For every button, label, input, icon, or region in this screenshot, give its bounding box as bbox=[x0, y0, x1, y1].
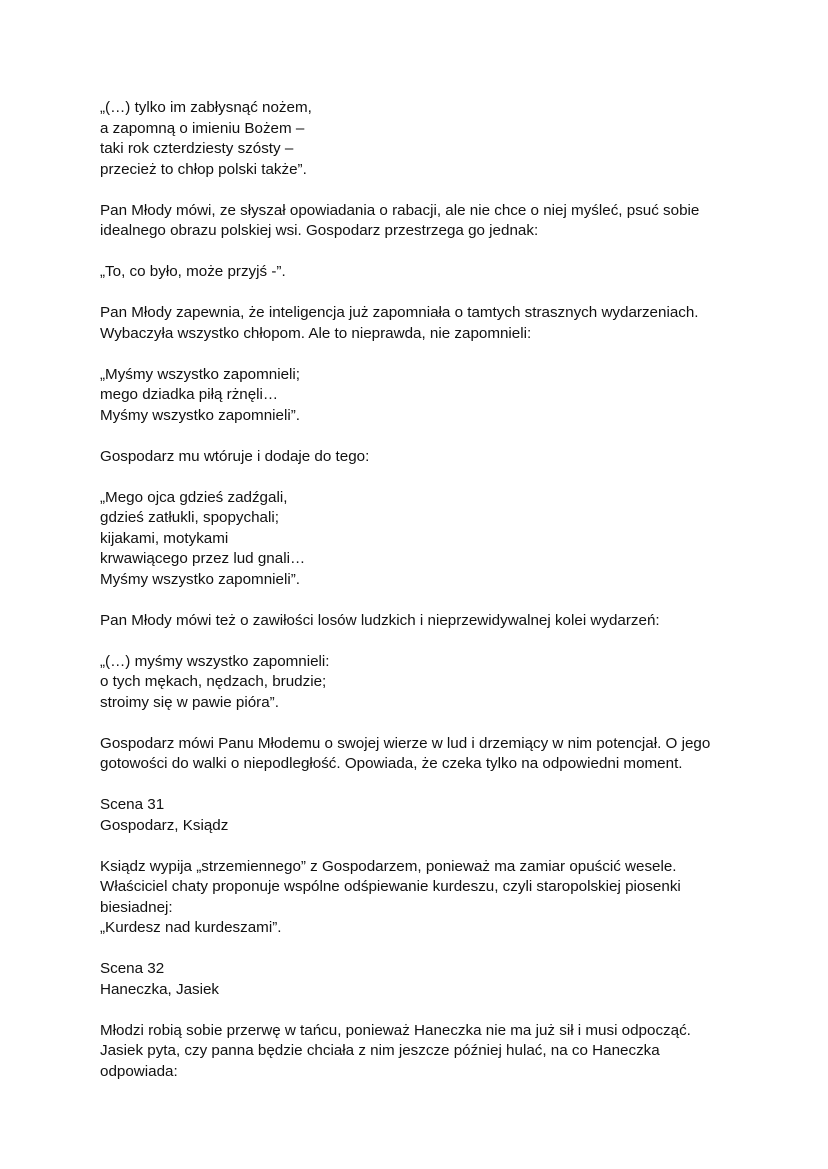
text-line: Pan Młody zapewnia, że inteligencja już zapomniała o tamtych strasznych wydarzeniach. bbox=[100, 304, 699, 321]
block-spacer bbox=[100, 775, 760, 796]
paragraph bbox=[100, 611, 760, 632]
block-spacer bbox=[100, 713, 760, 734]
text-line: Pan Młody mówi też o zawiłości losów ludzkich i nieprzewidywalnej kolei wydarzeń: bbox=[100, 611, 660, 629]
block-spacer bbox=[100, 836, 760, 857]
text-line: Młodzi robią sobie przerwę w tańcu, ponieważ Haneczka nie ma już sił i musi odpocząć. bbox=[100, 1021, 691, 1039]
paragraph bbox=[100, 447, 760, 468]
text-line: stroimy się w pawie pióra”. bbox=[100, 693, 279, 711]
verse-quote bbox=[100, 262, 760, 283]
text-line: mego dziadka piłą rżnęli… bbox=[100, 386, 279, 403]
text-line: „(…) tylko im zabłysnąć nożem, bbox=[100, 99, 312, 116]
block-spacer bbox=[100, 283, 760, 304]
scene-heading bbox=[100, 795, 760, 836]
text-line: gdzieś zatłukli, spopychali; bbox=[100, 509, 279, 526]
verse-quote bbox=[100, 652, 760, 714]
block-spacer bbox=[100, 242, 760, 263]
block-spacer bbox=[100, 631, 760, 652]
text-line: Gospodarz mówi Panu Młodemu o swojej wierze w lud i drzemiący w nim potencjał. O jego bbox=[100, 734, 711, 752]
scene-characters: Haneczka, Jasiek bbox=[100, 980, 220, 998]
text-line: idealnego obrazu polskiej wsi. Gospodarz przestrzega go jednak: bbox=[100, 222, 539, 239]
paragraph bbox=[100, 201, 760, 242]
verse-quote bbox=[100, 98, 760, 180]
block-spacer bbox=[100, 467, 760, 488]
verse-quote bbox=[100, 365, 760, 427]
text-line: taki rok czterdziesty szósty – bbox=[100, 140, 294, 157]
scene-characters: Gospodarz, Ksiądz bbox=[100, 816, 229, 834]
text-line: Myśmy wszystko zapomnieli”. bbox=[100, 406, 301, 424]
text-line: Pan Młody mówi, ze słyszał opowiadania o rabacji, ale nie chce o niej myśleć, psuć sobie bbox=[100, 201, 700, 219]
block-spacer bbox=[100, 344, 760, 365]
text-line: o tych mękach, nędzach, brudzie; bbox=[100, 673, 327, 690]
text-line: Wybaczyła wszystko chłopom. Ale to nieprawda, nie zapomnieli: bbox=[100, 324, 532, 342]
block-spacer bbox=[100, 1000, 760, 1021]
document-page bbox=[100, 98, 760, 1082]
text-line: „Mego ojca gdzieś zadźgali, bbox=[100, 488, 288, 506]
paragraph bbox=[100, 734, 760, 775]
text-line: a zapomną o imieniu Bożem – bbox=[100, 119, 305, 137]
scene-title: Scena 31 bbox=[100, 796, 165, 813]
text-line: Właściciel chaty proponuje wspólne odśpiewanie kurdeszu, czyli staropolskiej piosenki bbox=[100, 878, 681, 895]
text-line: Myśmy wszystko zapomnieli”. bbox=[100, 570, 301, 588]
text-line: Ksiądz wypija „strzemiennego” z Gospodarzem, ponieważ ma zamiar opuścić wesele. bbox=[100, 857, 677, 875]
scene-title: Scena 32 bbox=[100, 960, 165, 977]
text-line: Jasiek pyta, czy panna będzie chciała z nim jeszcze później hulać, na co Haneczka bbox=[100, 1042, 660, 1059]
block-spacer bbox=[100, 590, 760, 611]
verse-quote bbox=[100, 488, 760, 591]
text-line: Gospodarz mu wtóruje i dodaje do tego: bbox=[100, 447, 370, 465]
text-line: przecież to chłop polski także”. bbox=[100, 160, 307, 178]
paragraph bbox=[100, 857, 760, 939]
text-line: kijakami, motykami bbox=[100, 529, 229, 547]
scene-heading bbox=[100, 959, 760, 1000]
text-line: krwawiącego przez lud gnali… bbox=[100, 550, 306, 567]
block-spacer bbox=[100, 939, 760, 960]
text-line: „To, co było, może przyjś -”. bbox=[100, 263, 286, 280]
block-spacer bbox=[100, 180, 760, 201]
paragraph bbox=[100, 1021, 760, 1083]
block-spacer bbox=[100, 426, 760, 447]
text-line: odpowiada: bbox=[100, 1062, 178, 1080]
text-line: „(…) myśmy wszystko zapomnieli: bbox=[100, 652, 330, 670]
text-line: „Kurdesz nad kurdeszami”. bbox=[100, 919, 282, 936]
text-line: „Myśmy wszystko zapomnieli; bbox=[100, 365, 301, 383]
paragraph bbox=[100, 303, 760, 344]
text-line: gotowości do walki o niepodległość. Opowiada, że czeka tylko na odpowiedni moment. bbox=[100, 755, 683, 772]
text-line: biesiadnej: bbox=[100, 898, 173, 916]
